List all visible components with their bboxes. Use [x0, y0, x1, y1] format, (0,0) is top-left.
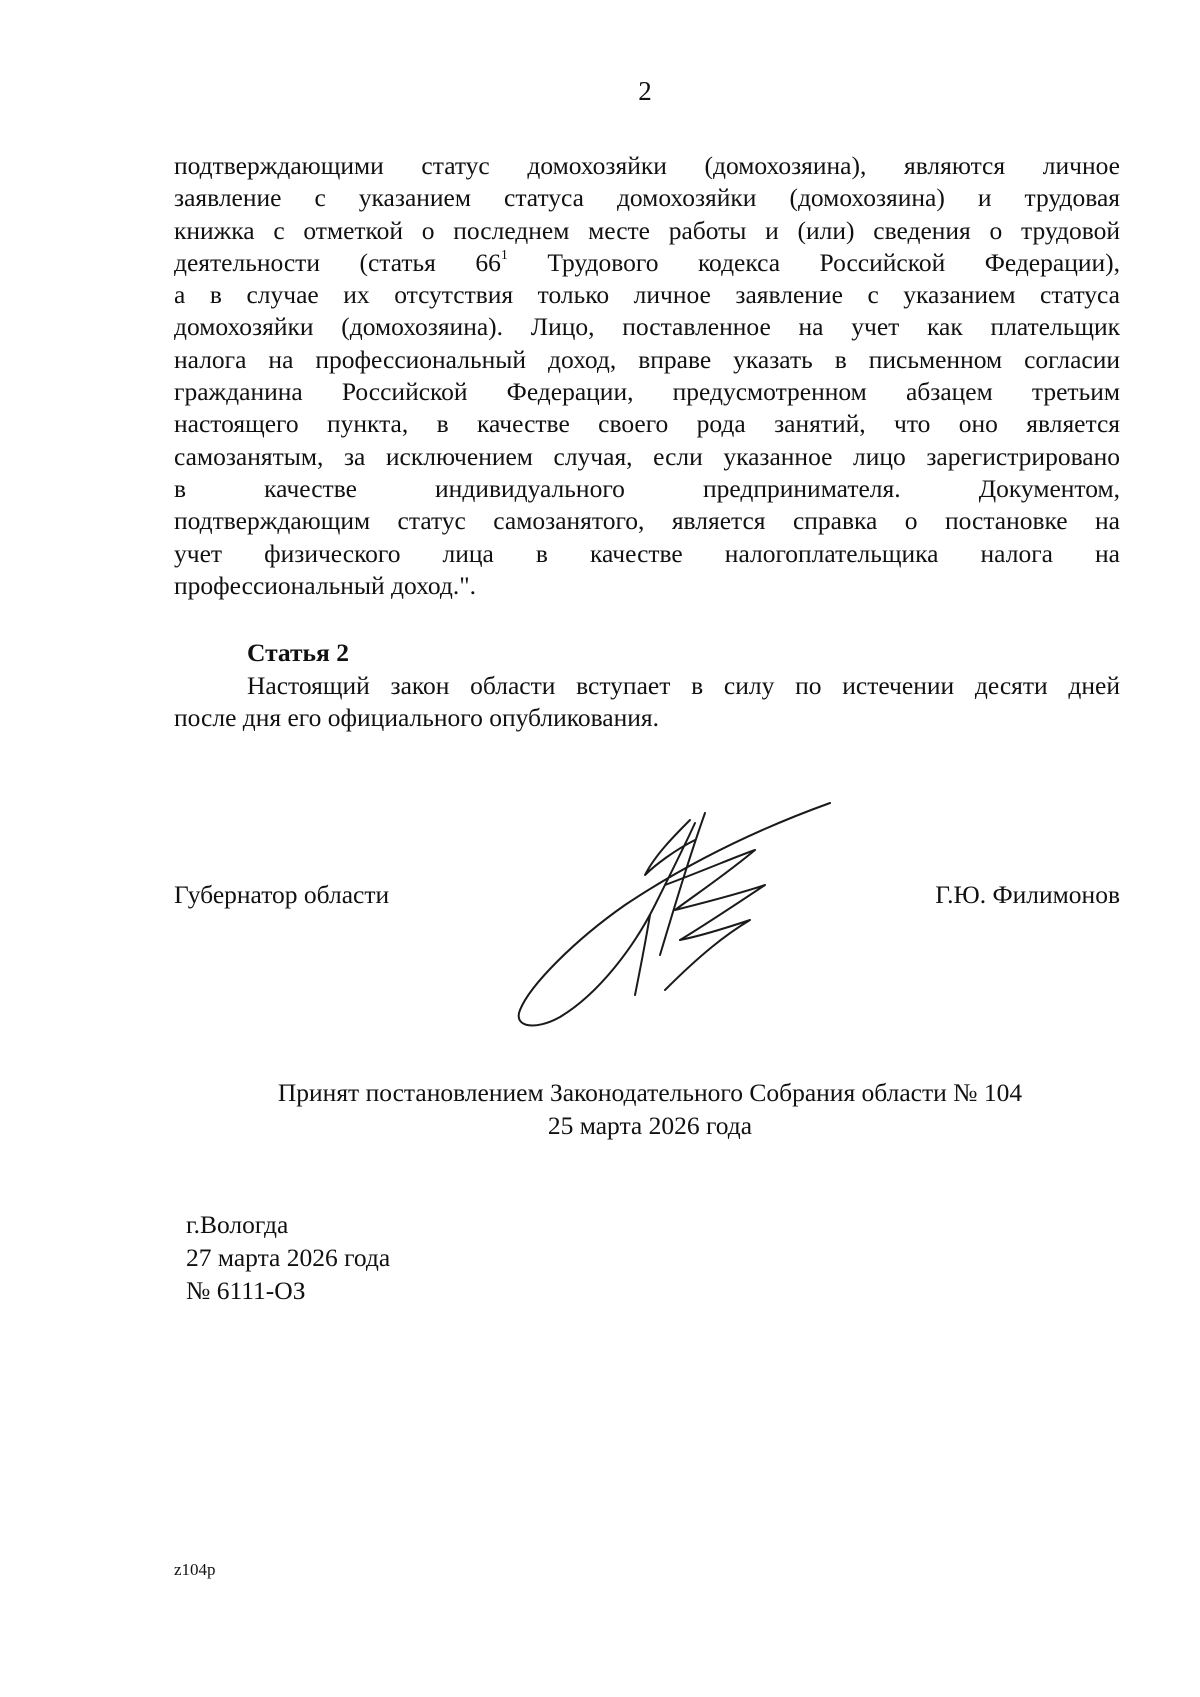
law-number: № 6111-ОЗ	[186, 1276, 306, 1305]
text-line: налога на профессиональный доход, вправе указать в письменном согласии	[174, 344, 1120, 374]
handwritten-signature	[505, 795, 835, 1030]
footnote-mark: 1	[500, 247, 508, 263]
adoption-date: 25 марта 2026 года	[547, 1111, 753, 1140]
text-fragment: деятельности (статья 66	[174, 247, 501, 277]
text-line: профессиональный доход.".	[174, 570, 477, 600]
text-line: подтверждающим статус самозанятого, является справка о постановке на	[174, 506, 1120, 536]
text-line: а в случае их отсутствия только личное заявление с указанием статуса	[174, 280, 1120, 310]
adoption-line: Принят постановлением Законодательного Собрания области № 104	[277, 1078, 1023, 1107]
adoption-note	[0, 1076, 1200, 1142]
text-line: учет физического лица в качестве налогоплательщика налога на	[174, 538, 1120, 568]
text-line: в качестве индивидуального предпринимателя. Документом,	[174, 473, 1120, 503]
signing-date: 27 марта 2026 года	[186, 1243, 391, 1272]
text-line: гражданина Российской Федерации, предусмотренном абзацем третьим	[174, 377, 1120, 407]
city: г.Вологда	[186, 1210, 289, 1239]
document-code: z104p	[174, 1560, 216, 1579]
text-line: домохозяйки (домохозяина). Лицо, поставленное на учет как плательщик	[174, 312, 1120, 342]
text-line: самозанятым, за исключением случая, если указанное лицо зарегистрировано	[174, 441, 1120, 471]
signatory-title: Губернатор области	[174, 880, 390, 909]
text-line: книжка с отметкой о последнем месте работы и (или) сведения о трудовой	[174, 215, 1120, 245]
place-and-number	[186, 1208, 390, 1307]
text-fragment: Трудового кодекса Российской Федерации),	[547, 247, 1121, 277]
text-line: заявление с указанием статуса домохозяйки (домохозяина) и трудовая	[174, 183, 1120, 213]
text-line-with-footnote	[174, 247, 1120, 279]
text-line: Настоящий закон области вступает в силу по истечении десяти дней	[247, 671, 1120, 700]
text-line: после дня его официального опубликования.	[174, 703, 659, 733]
text-line: подтверждающими статус домохозяйки (домохозяина), являются личное	[174, 151, 1120, 180]
page-number: 2	[638, 76, 652, 106]
article-2-heading: Статья 2	[247, 638, 349, 667]
signatory-name: Г.Ю. Филимонов	[935, 880, 1120, 909]
text-line: настоящего пункта, в качестве своего рода занятий, что оно является	[174, 409, 1120, 439]
article-2-body	[174, 670, 1120, 735]
article-1-continuation	[174, 150, 1120, 602]
